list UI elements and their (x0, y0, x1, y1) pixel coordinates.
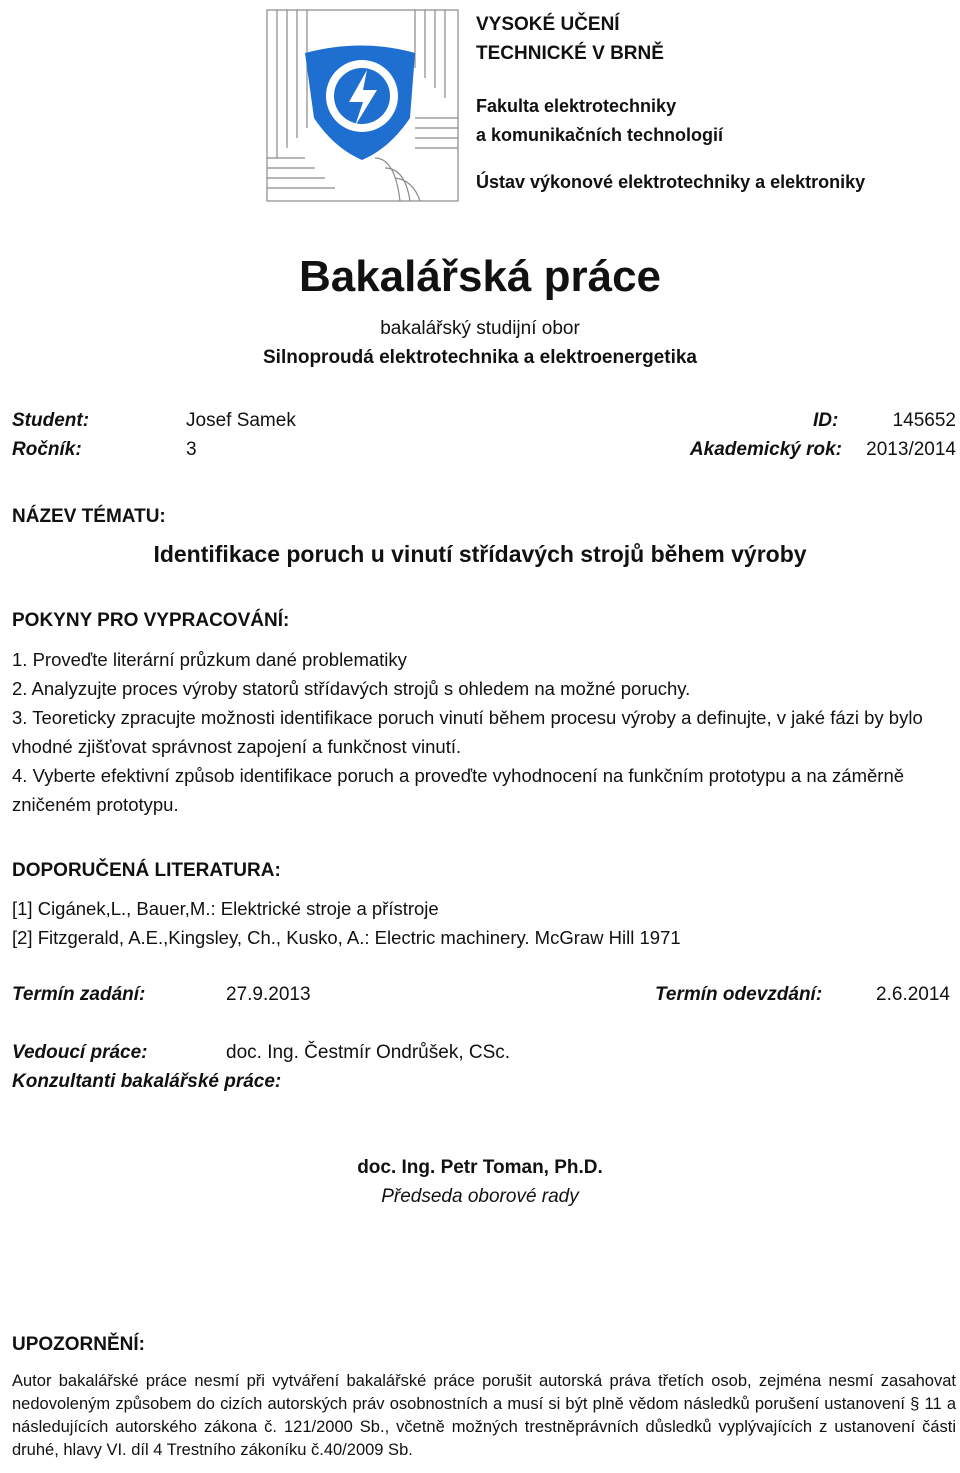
signature-name: doc. Ing. Petr Toman, Ph.D. (357, 1157, 603, 1178)
warning-heading: UPOZORNĚNÍ: (12, 1334, 145, 1355)
submission-date-value: 2.6.2014 (876, 984, 950, 1005)
signature-role: Předseda oborové rady (381, 1186, 579, 1207)
document-title: Bakalářská práce (298, 252, 662, 301)
literature-list (12, 894, 957, 952)
year-label: Ročník: (12, 439, 82, 460)
list-item: [2] Fitzgerald, A.E.,Kingsley, Ch., Kusko, A.: Electric machinery. McGraw Hill 1971 (12, 927, 681, 948)
department-name: Ústav výkonové elektrotechniky a elektroniky (476, 172, 866, 192)
supervisor-label: Vedoucí práce: (12, 1042, 148, 1063)
study-field: Silnoproudá elektrotechnika a elektroenergetika (263, 347, 697, 368)
literature-heading: DOPORUČENÁ LITERATURA: (12, 860, 281, 881)
id-label: ID: (813, 410, 839, 431)
instructions-heading: POKYNY PRO VYPRACOVÁNÍ: (12, 610, 290, 631)
list-item: [1] Cigánek,L., Bauer,M.: Elektrické stroje a přístroje (12, 898, 439, 919)
list-item: 1. Proveďte literární průzkum dané problematiky (12, 649, 407, 670)
academic-year-value: 2013/2014 (866, 439, 956, 460)
academic-year-label: Akademický rok: (689, 439, 842, 460)
list-item: 2. Analyzujte proces výroby statorů střídavých strojů s ohledem na možné poruchy. (12, 678, 691, 699)
assignment-date-label: Termín zadání: (12, 984, 146, 1005)
id-value: 145652 (892, 410, 956, 431)
faculty-name: Fakulta elektrotechniky a komunikačních technologií (476, 96, 724, 145)
study-type: bakalářský studijní obor (380, 318, 580, 339)
year-value: 3 (186, 439, 197, 460)
student-value: Josef Samek (186, 410, 296, 431)
list-item: 3. Teoreticky zpracujte možnosti identifikace poruch vinutí během procesu výroby a definujte, v jaké fázi by bylo vhodné zjišťovat správnost zapojení a funkčnost vinutí. (12, 707, 923, 757)
student-label: Student: (12, 410, 90, 431)
university-logo-icon (265, 8, 460, 203)
topic-title: Identifikace poruch u vinutí střídavých strojů během výroby (153, 541, 807, 567)
consultants-label: Konzultanti bakalářské práce: (12, 1071, 282, 1092)
assignment-date-value: 27.9.2013 (226, 984, 311, 1005)
instructions-list (12, 645, 957, 819)
topic-heading: NÁZEV TÉMATU: (12, 506, 166, 527)
list-item: 4. Vyberte efektivní způsob identifikace poruch a proveďte vyhodnocení na funkčním prototypu a na záměrně zničeném prototypu. (12, 765, 905, 815)
institution-name: VYSOKÉ UČENÍ TECHNICKÉ V BRNĚ (476, 14, 664, 64)
supervisor-value: doc. Ing. Čestmír Ondrůšek, CSc. (226, 1042, 511, 1063)
warning-text: Autor bakalářské práce nesmí při vytváření bakalářské práce porušit autorská práva třetích osob, zejména nesmí zasahovat nedovoleným způsobem do cizích autorských práv osobnostních a musí si být plně vědom následků porušení ustanovení § 11 a následujících autorského zákona č. 121/2000 Sb., včetně možných trestněprávních důsledků vyplývajících z ustanovení části druhé, hlavy VI. díl 4 Trestního zákoníku č.40/2009 Sb. (12, 1372, 956, 1459)
submission-date-label: Termín odevzdání: (655, 984, 823, 1005)
